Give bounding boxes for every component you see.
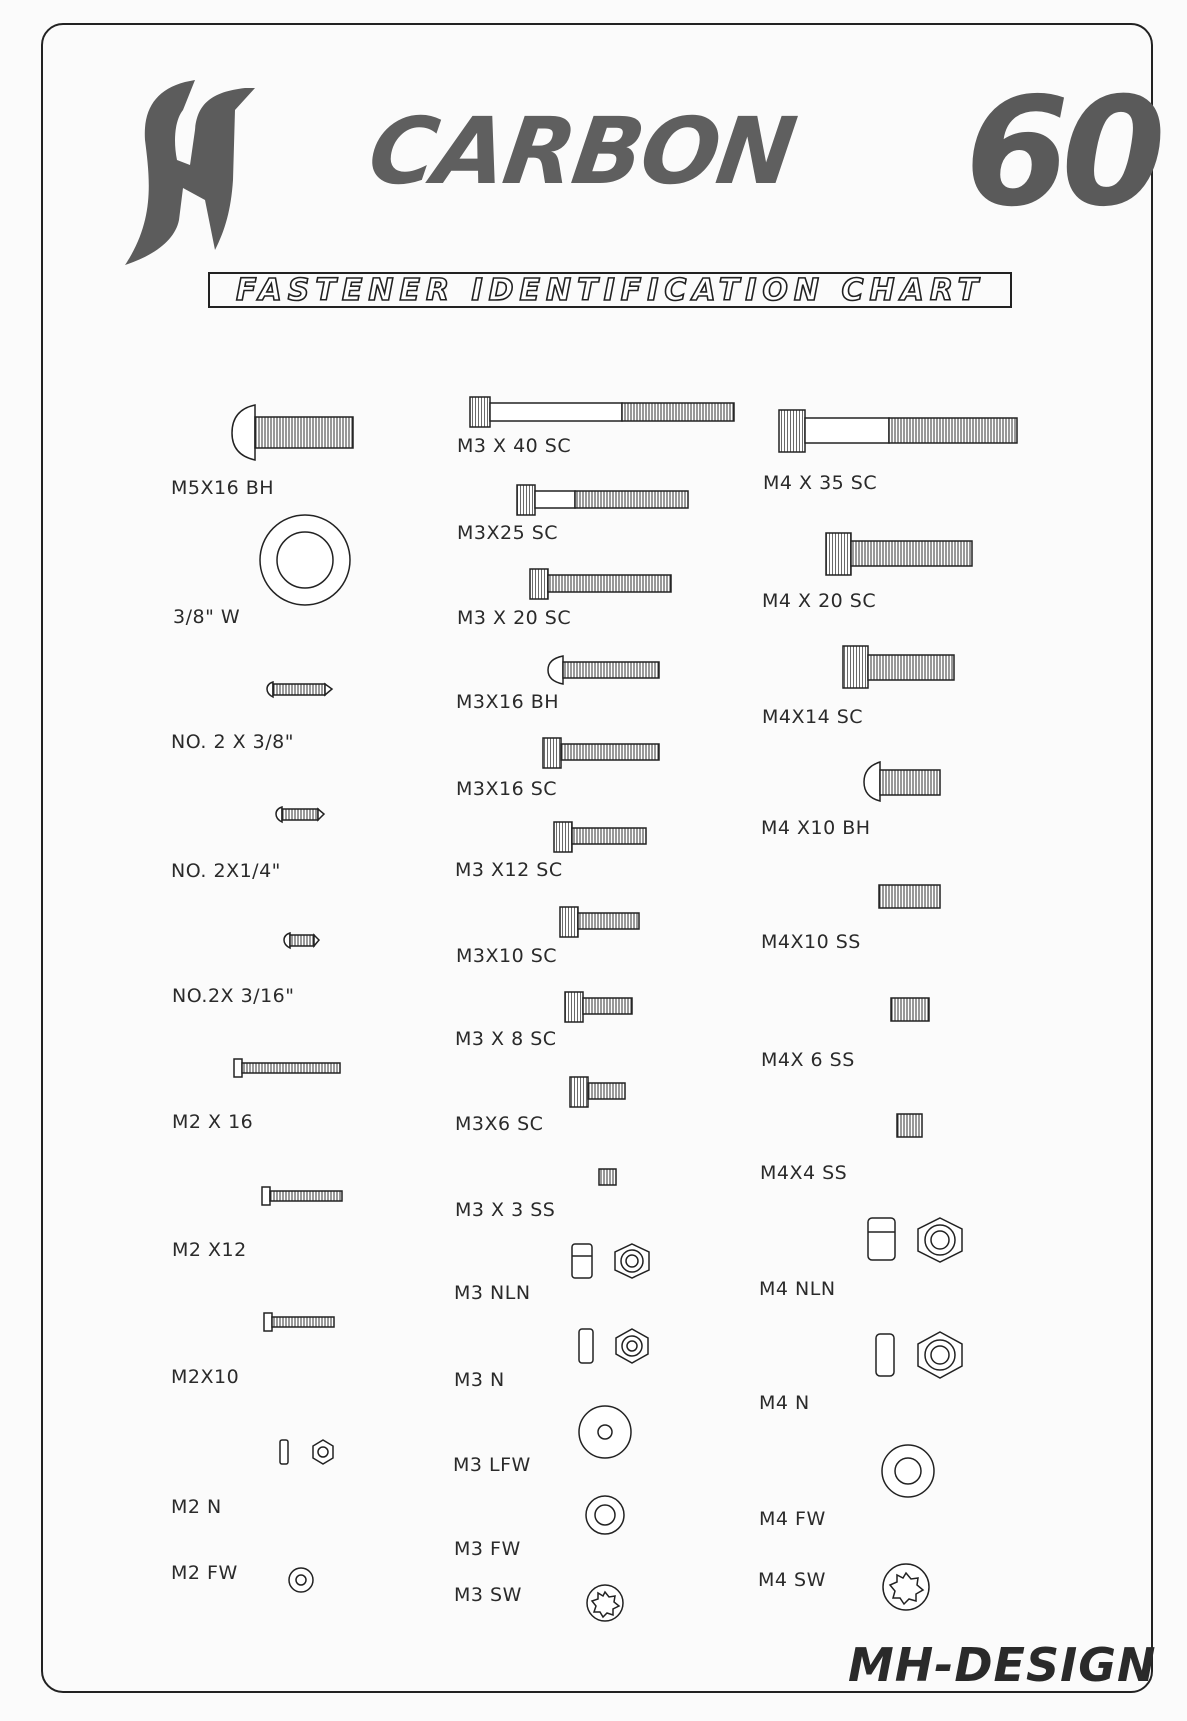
m4-nut — [876, 1332, 962, 1378]
m2x10-screw — [264, 1313, 334, 1331]
m3x10-sc-bolt — [560, 907, 639, 937]
m4-nylon-lock-nut — [868, 1218, 962, 1262]
label-m3x16-sc: M3X16 SC — [456, 778, 558, 800]
label-m3x16-bh: M3X16 BH — [456, 691, 560, 713]
m3-nylon-lock-nut — [572, 1244, 649, 1278]
m3x6-sc-bolt — [570, 1077, 625, 1107]
label-3-8-washer: 3/8" W — [173, 606, 241, 628]
no2x1-4-screw — [276, 807, 324, 822]
m4-star-washer — [883, 1564, 929, 1610]
label-m4-fw: M4 FW — [759, 1508, 826, 1530]
label-m3x12-sc: M3 X12 SC — [455, 859, 563, 881]
label-m3-nln: M3 NLN — [454, 1282, 531, 1304]
label-m3x10-sc: M3X10 SC — [456, 945, 558, 967]
label-m2-fw: M2 FW — [171, 1562, 238, 1584]
label-m2-n: M2 N — [171, 1496, 222, 1518]
m5x16-bh-bolt — [232, 405, 353, 460]
label-m4x4-ss: M4X4 SS — [760, 1162, 848, 1184]
m4-flat-washer — [882, 1445, 934, 1497]
label-m3-fw: M3 FW — [454, 1538, 521, 1560]
brand-name: CARBON — [362, 98, 801, 205]
m2-nut — [280, 1440, 333, 1464]
m3x40-sc-bolt — [470, 397, 734, 427]
label-m4x20-sc: M4 X 20 SC — [762, 590, 877, 612]
label-m5x16-bh: M5X16 BH — [171, 477, 275, 499]
label-m4x10-ss: M4X10 SS — [761, 931, 861, 953]
m4x10-bh-bolt — [864, 762, 940, 801]
label-m2x16: M2 X 16 — [172, 1111, 254, 1133]
m2x16-screw — [234, 1059, 340, 1077]
label-m3-sw: M3 SW — [454, 1584, 522, 1606]
label-no2x1-4: NO. 2X1/4" — [171, 860, 281, 882]
label-m3x3-ss: M3 X 3 SS — [455, 1199, 556, 1221]
m3x16-bh-bolt — [548, 656, 659, 684]
label-m4-n: M4 N — [759, 1392, 810, 1414]
label-m4x10-bh: M4 X10 BH — [761, 817, 871, 839]
label-m2x10: M2X10 — [171, 1366, 240, 1388]
m4x10-set-screw — [879, 885, 940, 908]
chart-title: FASTENER IDENTIFICATION CHART — [235, 272, 985, 308]
label-m3x8-sc: M3 X 8 SC — [455, 1028, 557, 1050]
m4x6-set-screw — [891, 998, 929, 1021]
m3x20-sc-bolt — [530, 569, 671, 599]
no2x3-8-screw — [267, 682, 332, 697]
m3x25-sc-bolt — [517, 485, 688, 515]
m3-star-washer — [587, 1585, 623, 1621]
m3-nut — [579, 1329, 648, 1363]
model-number: 60 — [965, 66, 1158, 240]
label-m4x6-ss: M4X 6 SS — [761, 1049, 855, 1071]
label-m4x14-sc: M4X14 SC — [762, 706, 864, 728]
label-m3x6-sc: M3X6 SC — [455, 1113, 544, 1135]
m3-large-flat-washer — [579, 1406, 631, 1458]
designer-signature: MH-DESIGN — [848, 1638, 1157, 1692]
m2-flat-washer — [289, 1568, 313, 1592]
label-m4-nln: M4 NLN — [759, 1278, 836, 1300]
m3x16-sc-bolt — [543, 738, 659, 768]
m4x20-sc-bolt — [826, 533, 972, 575]
label-m3x40-sc: M3 X 40 SC — [457, 435, 572, 457]
m3x3-set-screw — [599, 1169, 616, 1185]
label-m3-n: M3 N — [454, 1369, 505, 1391]
m4x35-sc-bolt — [779, 410, 1017, 452]
label-m4-sw: M4 SW — [758, 1569, 826, 1591]
label-m3-lfw: M3 LFW — [453, 1454, 531, 1476]
m3-flat-washer — [586, 1496, 624, 1534]
3-8-washer — [260, 515, 350, 605]
label-m3x20-sc: M3 X 20 SC — [457, 607, 572, 629]
m3x8-sc-bolt — [565, 992, 632, 1022]
label-m4x35-sc: M4 X 35 SC — [763, 472, 878, 494]
label-m2x12: M2 X12 — [172, 1239, 247, 1261]
no2x3-16-screw — [284, 933, 319, 948]
m3x12-sc-bolt — [554, 822, 646, 852]
m4x14-sc-bolt — [843, 646, 954, 688]
m4x4-set-screw — [897, 1114, 922, 1137]
label-no2x3-16: NO.2X 3/16" — [172, 985, 295, 1007]
m2x12-screw — [262, 1187, 342, 1205]
label-m3x25-sc: M3X25 SC — [457, 522, 559, 544]
label-no2x3-8: NO. 2 X 3/8" — [171, 731, 294, 753]
